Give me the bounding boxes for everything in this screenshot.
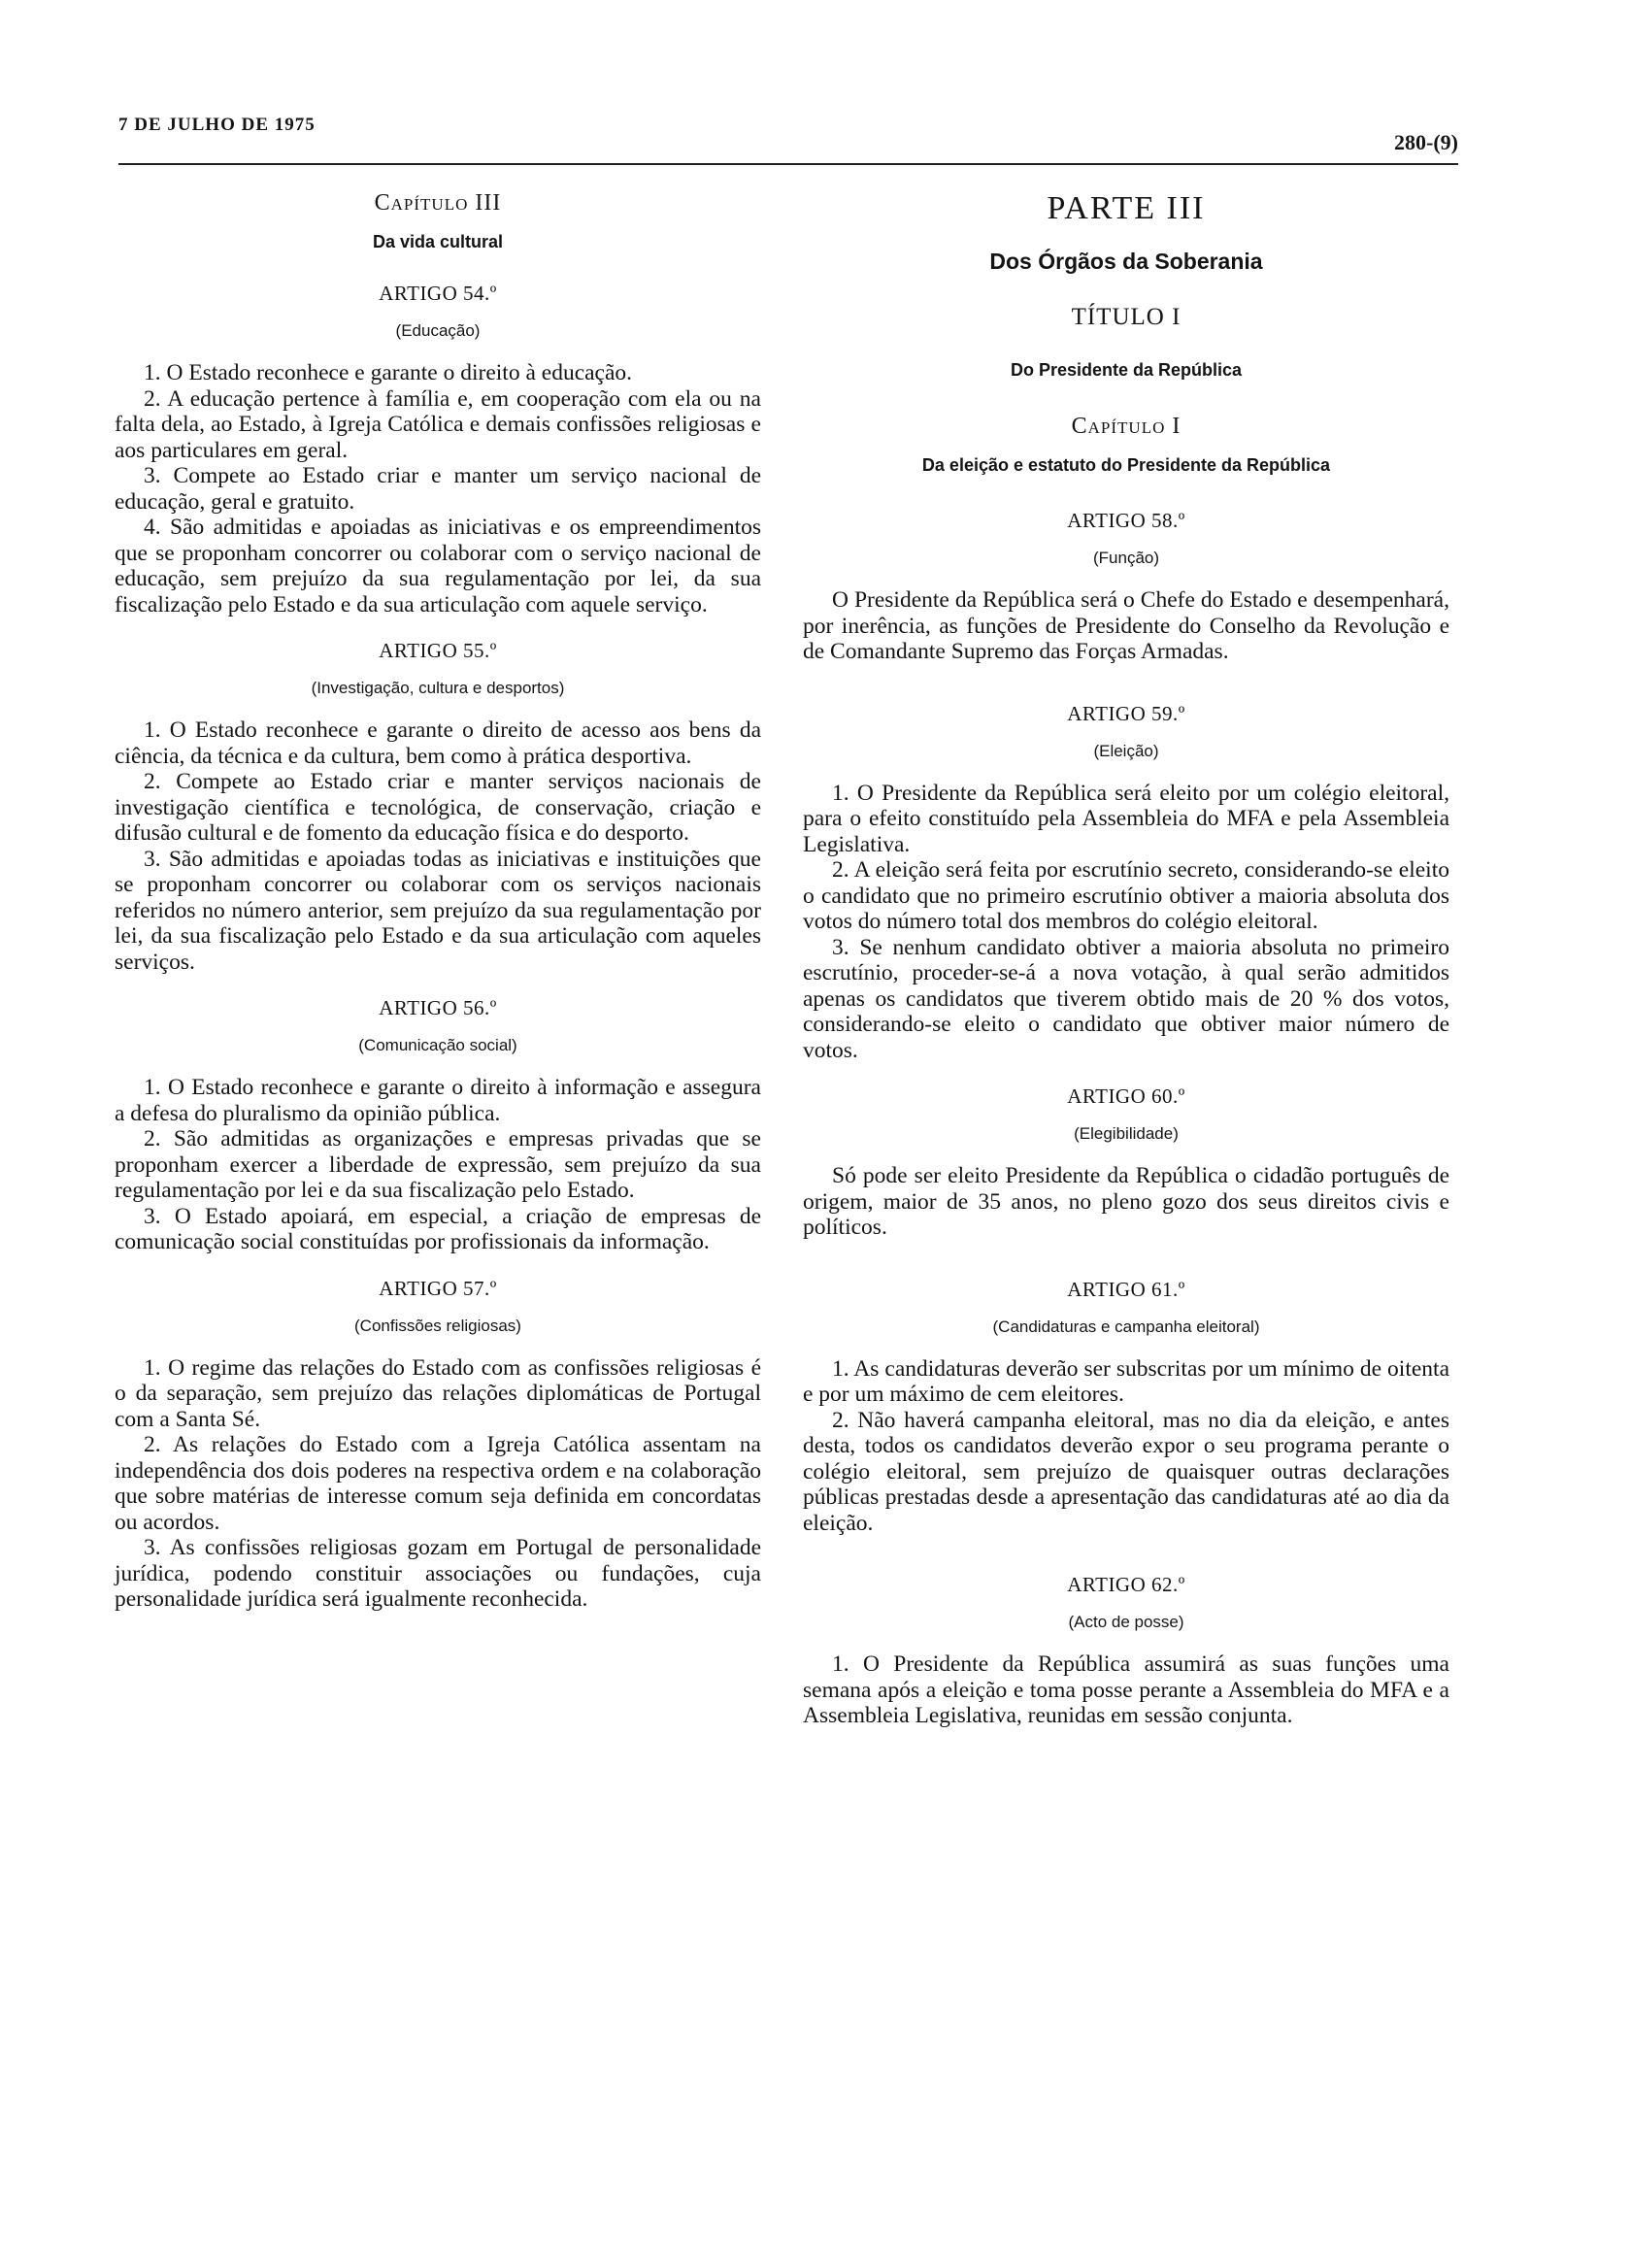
title-heading: TÍTULO I <box>1071 304 1182 330</box>
paragraph: 1. O regime das relações do Estado com as confissões religiosas é o da separação, sem prejuízo das relações diplomáticas de Portugal com a Santa Sé. <box>115 1354 761 1432</box>
article-heading: ARTIGO 62.º <box>1067 1573 1185 1596</box>
paragraph: 2. São admitidas as organizações e empresas privadas que se proponham exercer a liberdade de expressão, sem prejuízo da sua regulamentação por lei e da sua fiscalização pelo Estado. <box>115 1126 761 1203</box>
article-body <box>803 1163 1449 1241</box>
paragraph: 1. O Estado reconhece e garante o direito à educação. <box>144 360 633 385</box>
paragraph: 3. Compete ao Estado criar e manter um serviço nacional de educação, geral e gratuito. <box>115 463 761 515</box>
paragraph: 3. As confissões religiosas gozam em Portugal de personalidade jurídica, podendo constituir associações ou fundações, cuja personalidade jurídica será igualmente reconhecida. <box>115 1535 761 1612</box>
article-body <box>803 1651 1449 1729</box>
article-body <box>803 1356 1449 1537</box>
paragraph: O Presidente da República será o Chefe do Estado e desempenhará, por inerência, as funções de Presidente do Conselho da Revolução e de Comandante Supremo das Forças Armadas. <box>803 587 1449 664</box>
paragraph: 3. Se nenhum candidato obtiver a maioria absoluta no primeiro escrutínio, proceder-se-á a nova votação, à qual serão admitidos apenas os candidatos que tiverem obtido mais de 20 % dos votos, considerando-se eleito o candidato que obtiver maior número de votos. <box>803 934 1449 1063</box>
paragraph: 2. As relações do Estado com a Igreja Católica assentam na independência dos dois poderes na respectiva ordem e na colaboração que sobre matérias de interesse comum seja definida em concordatas ou acordos. <box>115 1432 761 1535</box>
article-heading: ARTIGO 56.º <box>379 996 497 1019</box>
chapter-heading: Capítulo III <box>374 190 502 216</box>
page-number: 280-(9) <box>1394 130 1458 154</box>
paragraph: 2. A eleição será feita por escrutínio secreto, considerando-se eleito o candidato que no primeiro escrutínio obtiver a maioria absoluta dos votos do número total dos membros do colégio eleitoral. <box>803 857 1449 934</box>
article-body <box>115 1355 761 1613</box>
article-subtitle: (Confissões religiosas) <box>354 1316 521 1335</box>
part-heading: PARTE III <box>1047 190 1206 226</box>
article-body <box>115 717 761 975</box>
article-body <box>115 1075 761 1255</box>
chapter-title: Da vida cultural <box>372 232 504 251</box>
article-heading: ARTIGO 60.º <box>1067 1084 1185 1108</box>
article-subtitle: (Acto de posse) <box>1068 1613 1184 1631</box>
article-heading: ARTIGO 59.º <box>1067 701 1185 725</box>
article-subtitle: (Elegibilidade) <box>1074 1124 1179 1143</box>
paragraph: 2. Não haverá campanha eleitoral, mas no dia da eleição, e antes desta, todos os candidatos deverão expor o seu programa perante o colégio eleitoral, sem prejuízo de quaisquer outras declarações públicas prestadas desde a apresentação das candidaturas até ao dia da eleição. <box>803 1407 1449 1536</box>
article-subtitle: (Comunicação social) <box>358 1036 517 1054</box>
article-subtitle: (Investigação, cultura e desportos) <box>311 679 565 697</box>
article-subtitle: (Função) <box>1092 549 1160 567</box>
article-heading: ARTIGO 54.º <box>379 282 497 305</box>
paragraph: 2. Compete ao Estado criar e manter serviços nacionais de investigação científica e tecnológica, de conservação, criação e difusão cultural e de fomento da educação física e do desporto. <box>115 769 761 846</box>
paragraph: 1. O Presidente da República será eleito por um colégio eleitoral, para o efeito constituído pela Assembleia do MFA e pela Assembleia Legislativa. <box>803 780 1449 857</box>
article-heading: ARTIGO 57.º <box>379 1276 497 1300</box>
article-heading: ARTIGO 58.º <box>1067 509 1185 532</box>
paragraph: 1. O Estado reconhece e garante o direito de acesso aos bens da ciência, da técnica e da cultura, bem como à prática desportiva. <box>115 717 761 769</box>
chapter-title: Da eleição e estatuto do Presidente da República <box>921 455 1331 475</box>
article-body <box>115 360 761 617</box>
article-heading: ARTIGO 61.º <box>1067 1277 1185 1301</box>
article-body <box>803 781 1449 1064</box>
paragraph: 3. O Estado apoiará, em especial, a criação de empresas de comunicação social constituídas por profissionais da informação. <box>115 1203 761 1254</box>
right-column <box>803 190 1449 1751</box>
paragraph: 1. As candidaturas deverão ser subscritas por um mínimo de oitenta e por um máximo de cem eleitores. <box>803 1355 1449 1407</box>
article-heading: ARTIGO 55.º <box>379 639 497 662</box>
article-subtitle: (Eleição) <box>1093 741 1159 760</box>
title-subtitle: Do Presidente da República <box>1010 360 1243 380</box>
paragraph: Só pode ser eleito Presidente da República o cidadão português de origem, maior de 35 anos, no pleno gozo dos seus direitos civis e políticos. <box>803 1163 1449 1240</box>
article-subtitle: (Candidaturas e campanha eleitoral) <box>992 1317 1260 1336</box>
page-header <box>118 115 1458 165</box>
paragraph: 3. São admitidas e apoiadas todas as iniciativas e instituições que se proponham concorrer ou colaborar com os serviços nacionais referidos no número anterior, sem prejuízo da sua regulamentação por lei, da sua fiscalização pelo Estado e da sua articulação com aqueles serviços. <box>115 846 761 975</box>
left-column <box>115 190 761 1634</box>
part-title: Dos Órgãos da Soberania <box>989 249 1263 274</box>
article-body <box>803 587 1449 665</box>
paragraph: 4. São admitidas e apoiadas as iniciativas e os empreendimentos que se proponham concorrer ou colaborar com o serviço nacional de educação, sem prejuízo da sua regulamentação por lei, da sua fiscalização pelo Estado e da sua articulação com aquele serviço. <box>115 515 761 617</box>
chapter-heading: Capítulo I <box>1071 414 1182 439</box>
paragraph: 2. A educação pertence à família e, em cooperação com ela ou na falta dela, ao Estado, à Igreja Católica e demais confissões religiosas e aos particulares em geral. <box>115 385 761 463</box>
paragraph: 1. O Presidente da República assumirá as suas funções uma semana após a eleição e toma posse perante a Assembleia do MFA e a Assembleia Legislativa, reunidas em sessão conjunta. <box>803 1651 1449 1728</box>
paragraph: 1. O Estado reconhece e garante o direito à informação e assegura a defesa do pluralismo da opinião pública. <box>115 1075 761 1126</box>
article-subtitle: (Educação) <box>395 321 481 340</box>
issue-date: 7 DE JULHO DE 1975 <box>118 115 316 135</box>
